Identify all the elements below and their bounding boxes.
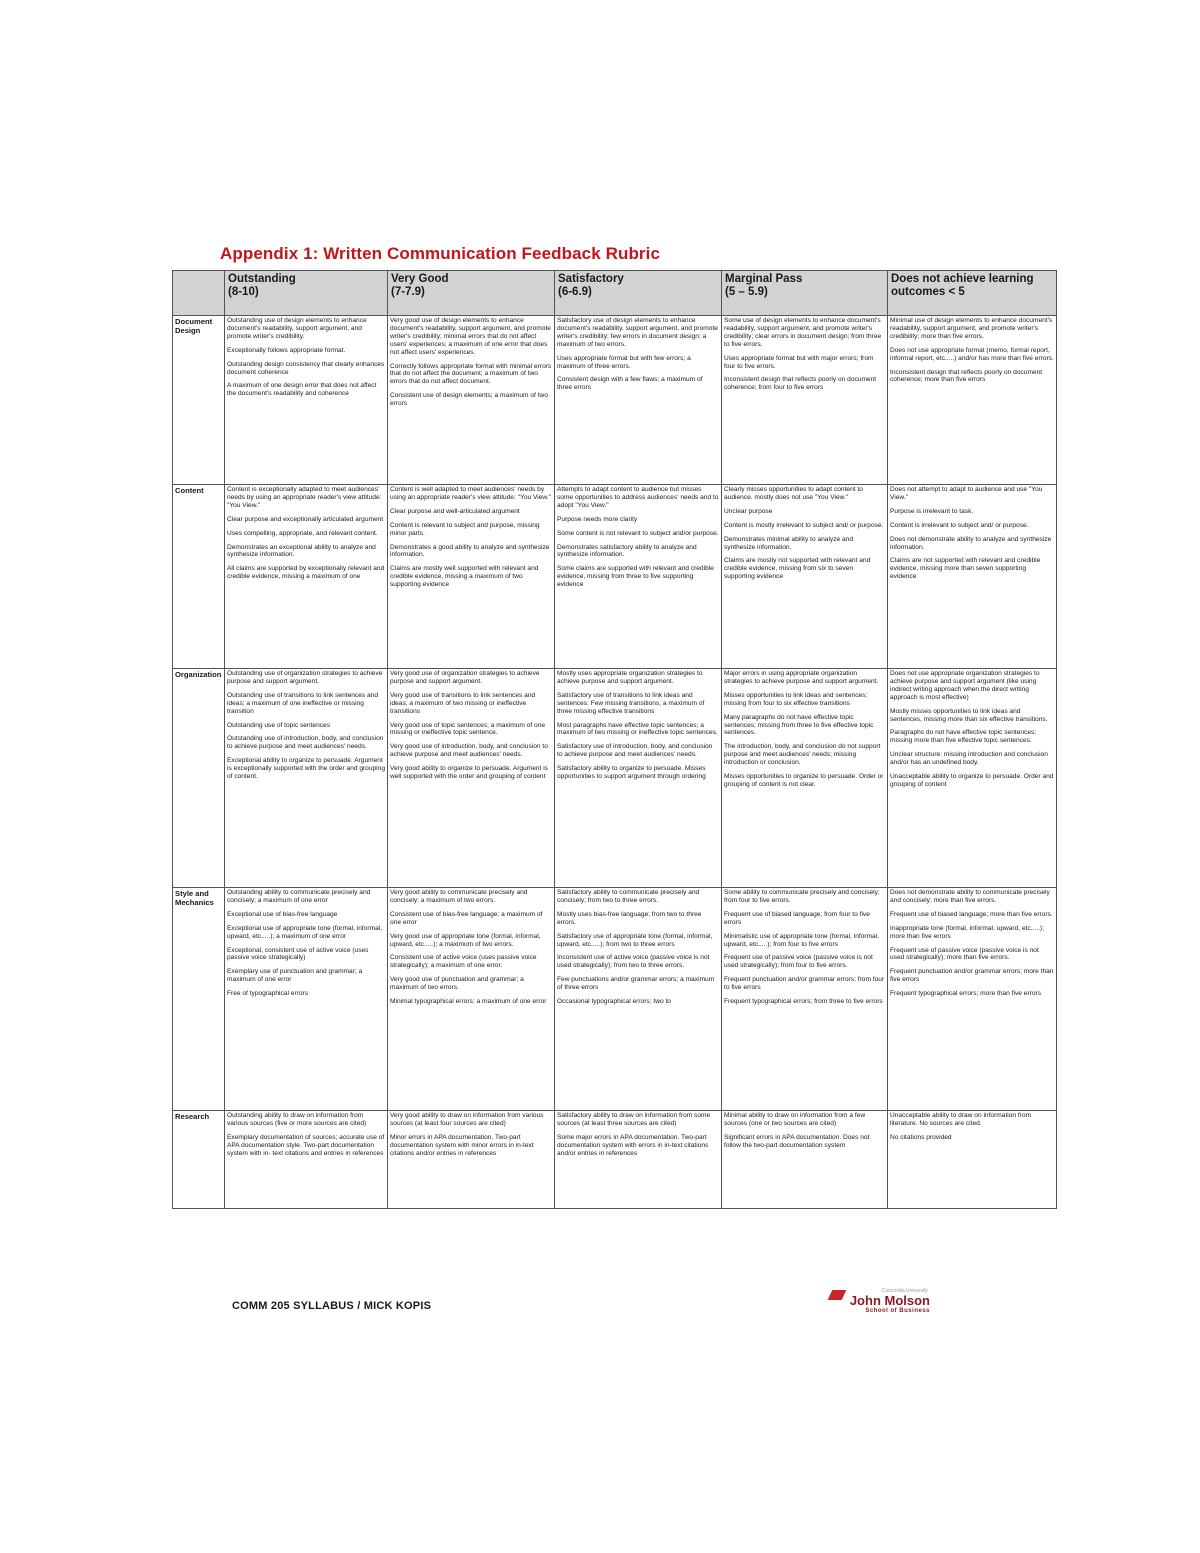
cell-very-good [388,1111,555,1209]
cell-paragraph: Very good use of introduction, body, and conclusion to achieve purpose and meet audiences' needs. [390,743,548,759]
logo-school: School of Business [865,1308,930,1314]
cell-paragraph: Satisfactory ability to organize to persuade. Misses opportunities to support argument through ordering [557,765,706,781]
cell-paragraph: Minimal ability to draw on information from a few sources (one or two sources are cited) [724,1112,866,1127]
cell-paragraph: Content is relevant to subject and purpose, missing minor parts. [390,521,540,537]
cell-paragraph: Frequent use of passive voice (passive voice is not used strategically); from four to five errors. [724,954,873,970]
cell-paragraph: Many paragraphs do not have effective topic sentences; missing from three to five effective topic sentences. [724,713,874,737]
cell-very-good [388,316,555,485]
cell-paragraph: Mostly uses bias-free language; from two to three errors. [557,910,702,926]
cell-paragraph: Exemplary use of punctuation and grammar; a maximum of one error [227,968,363,984]
table-row [173,669,1057,888]
cell-marginal-pass [722,669,888,888]
cell-paragraph: Frequent use of passive voice (passive voice is not used strategically); more than five errors. [890,946,1039,962]
criterion-label: Style and Mechanics [173,888,225,1111]
cell-paragraph: Some use of design elements to enhance document's readability, support argument, and promote writer's credibility; clear errors in document design; from three to five errors. [724,317,882,348]
criterion-label: Content [173,485,225,669]
cell-paragraph: All claims are supported by exceptionally relevant and credible evidence, missing a maximum of one [227,565,385,581]
rubric-table [172,270,1057,1209]
cell-does-not-achieve [888,669,1057,888]
cell-paragraph: No citations provided [890,1133,952,1141]
cell-paragraph: Unacceptable ability to draw on information from literature. No sources are cited. [890,1112,1032,1127]
cell-paragraph: Exceptional use of appropriate tone (formal, informal, upward, etc.....); a maximum of one error [227,924,383,940]
cell-paragraph: Very good use of appropriate tone (formal, informal, upward, etc.....); a maximum of two errors. [390,932,541,948]
cell-paragraph: Very good ability to organize to persuade. Argument is well supported with the order and grouping of content [390,765,548,781]
cell-paragraph: Consistent design with a few flaws; a maximum of three errors [557,376,703,392]
cell-paragraph: Uses appropriate format but with major errors; from four to five errors. [724,354,874,370]
cell-paragraph: Frequent use of biased language; more than five errors. [890,910,1053,918]
cell-does-not-achieve [888,316,1057,485]
cell-satisfactory [555,669,722,888]
cell-paragraph: Does not use appropriate format (memo, formal report, informal report, etc.....) and/or has more than five errors. [890,346,1054,362]
cell-marginal-pass [722,485,888,669]
cell-paragraph: Frequent use of biased language; from four to five errors [724,910,870,926]
logo-name: John Molson [849,1293,930,1308]
table-row [173,1111,1057,1209]
cell-paragraph: Minimal typographical errors; a maximum of one error [390,998,547,1006]
header-satisfactory: Satisfactory (6-6.9) [555,271,722,316]
header-corner [173,271,225,316]
cell-paragraph: Outstanding use of transitions to link sentences and ideas; a maximum of one ineffective or missing transition [227,691,379,715]
cell-does-not-achieve [888,1111,1057,1209]
criterion-label: Document Design [173,316,225,485]
cell-marginal-pass [722,888,888,1111]
cell-paragraph: Very good use of punctuation and grammar; a maximum of two errors. [390,976,524,992]
cell-paragraph: Frequent punctuation and/or grammar errors; more than five errors [890,968,1054,984]
cell-paragraph: Attempts to adapt content to audience but misses some opportunities to address audiences' needs and to adopt "You View." [557,486,719,509]
cell-paragraph: Purpose is irrelevant to task. [890,507,974,515]
cell-paragraph: Minimalistic use of appropriate tone (formal, informal, upward, etc.....); from four to five errors [724,932,880,948]
cell-paragraph: Exceptionally follows appropriate format. [227,346,346,354]
cell-paragraph: Mostly uses appropriate organization strategies to achieve purpose and support argument. [557,670,703,685]
table-row [173,316,1057,485]
table-row [173,485,1057,669]
cell-satisfactory [555,1111,722,1209]
header-row [173,271,1057,316]
cell-paragraph: Consistent use of bias-free language; a maximum of one error [390,910,543,926]
cell-paragraph: Significant errors in APA documentation. Does not follow the two-part documentation system [724,1133,870,1149]
cell-paragraph: Does not demonstrate ability to communicate precisely and concisely; more than five errors. [890,889,1050,904]
cell-paragraph: Demonstrates satisfactory ability to analyze and synthesize information. [557,543,697,559]
cell-very-good [388,669,555,888]
cell-satisfactory [555,316,722,485]
cell-paragraph: Consistent use of design elements; a maximum of two errors [390,392,548,408]
cell-paragraph: Very good use of organization strategies to achieve purpose and support argument. [390,670,540,685]
cell-paragraph: Frequent typographical errors; more than five errors [890,990,1041,998]
cell-paragraph: Exemplary documentation of sources; accurate use of APA documentation style. Two-part documentation system with in- text citations and entries in references [227,1133,385,1157]
criterion-label: Organization [173,669,225,888]
cell-paragraph: Inappropriate tone (formal, informal, upward, etc.....); more than five errors [890,924,1044,940]
cell-paragraph: Few punctuations and/or grammar errors; a maximum of three errors [557,976,715,992]
cell-paragraph: Frequent typographical errors; from three to five errors [724,998,883,1006]
cell-paragraph: Outstanding use of topic sentences [227,721,331,729]
cell-outstanding [225,1111,388,1209]
cell-paragraph: Unclear purpose [724,507,773,515]
cell-satisfactory [555,888,722,1111]
cell-does-not-achieve [888,485,1057,669]
cell-paragraph: Inconsistent use of active voice (passive voice is not used strategically); from two to three errors. [557,954,710,970]
cell-paragraph: Purpose needs more clarity [557,515,638,523]
cell-paragraph: The introduction, body, and conclusion do not support purpose and meet audiences' needs; missing introduction or conclusion. [724,743,881,767]
cell-paragraph: Some content is not relevant to subject and/or purpose. [557,529,719,537]
cell-paragraph: Some major errors in APA documentation. Two-part documentation system with errors in in-text citations and/or entries in references [557,1133,709,1157]
cell-paragraph: Outstanding ability to communicate precisely and concisely; a maximum of one error [227,889,371,904]
cell-paragraph: Satisfactory ability to draw on information from some sources (at least three sources are cited) [557,1112,711,1127]
cell-outstanding [225,669,388,888]
cell-paragraph: Minimal use of design elements to enhance document's readability, support argument, and promote writer's credibility; more than five errors. [890,317,1053,340]
cell-paragraph: Satisfactory ability to communicate precisely and concisely; from two to three errors. [557,889,700,904]
table-row [173,888,1057,1111]
cell-paragraph: Claims are mostly not supported with relevant and credible evidence, missing from six to seven supporting evidence [724,557,871,581]
cell-paragraph: Most paragraphs have effective topic sentences; a maximum of two missing or ineffective topic sentences. [557,721,718,737]
cell-very-good [388,888,555,1111]
cell-paragraph: Satisfactory use of design elements to enhance document's readability, support argument, and promote writer's credibility; few errors in document design; a maximum of two errors. [557,317,718,348]
cell-paragraph: Outstanding ability to draw on information from various sources (five or more sources are cited) [227,1112,367,1127]
cell-paragraph: Clear purpose and well-articulated argument [390,507,520,515]
cell-paragraph: Very good use of design elements to enhance document's readability, support argument, and promote writer's credibility; minimal errors that do not affect users' experiences; a maximum of one error that does not affect users' experiences. [390,317,551,356]
cell-paragraph: Occasional typographical errors; two to [557,998,671,1006]
cell-paragraph: Major errors in using appropriate organization strategies to achieve purpose and support argument. [724,670,879,685]
cell-paragraph: Exceptional, consistent use of active voice (uses passive voice strategically) [227,946,369,962]
cell-does-not-achieve [888,888,1057,1111]
cell-paragraph: Paragraphs do not have effective topic sentences; missing more than five effective topic sentences. [890,729,1037,745]
cell-paragraph: Some claims are supported with relevant and credible evidence, missing from three to five supporting evidence [557,565,714,589]
footer-course: COMM 205 SYLLABUS / MICK KOPIS [232,1300,432,1312]
cell-paragraph: Inconsistent design that reflects poorly on document coherence; more than five errors [890,368,1043,384]
header-marginal-pass: Marginal Pass (5 – 5.9) [722,271,888,316]
criterion-label: Research [173,1111,225,1209]
cell-paragraph: Demonstrates minimal ability to analyze and synthesize information. [724,535,854,551]
cell-paragraph: Demonstrates a good ability to analyze and synthesize information. [390,543,550,559]
cell-paragraph: Misses opportunities to organize to persuade. Order or grouping of content is not clear. [724,773,884,788]
cell-paragraph: Clearly misses opportunities to adapt content to audience. mostly does not use "You View." [724,486,863,501]
cell-paragraph: Frequent punctuation and/or grammar errors; from four to five errors [724,976,885,992]
cell-paragraph: Claims are not supported with relevant and credible evidence, missing more than seven supporting evidence [890,557,1041,581]
cell-marginal-pass [722,316,888,485]
cell-paragraph: Outstanding design consistency that clearly enhances document coherence [227,360,385,376]
cell-paragraph: Content is irrelevant to subject and/ or purpose. [890,521,1029,529]
cell-paragraph: Very good ability to draw on information from various sources (at least four sources are cited) [390,1112,544,1127]
header-very-good: Very Good (7-7.9) [388,271,555,316]
cell-outstanding [225,485,388,669]
cell-paragraph: Inconsistent design that reflects poorly on document coherence; from four to five errors [724,376,877,392]
cell-paragraph: Outstanding use of introduction, body, and conclusion to achieve purpose and meet audiences' needs. [227,735,384,751]
cell-marginal-pass [722,1111,888,1209]
cell-paragraph: Content is exceptionally adapted to meet audiences' needs by using an appropriate reader's view attitude: "You View." [227,486,382,509]
cell-paragraph: Satisfactory use of appropriate tone (formal, informal, upward, etc.....); from two to three errors [557,932,713,948]
cell-paragraph: Uses appropriate format but with few errors; a maximum of three errors. [557,354,691,370]
page-title: Appendix 1: Written Communication Feedback Rubric [220,244,661,263]
cell-paragraph: Uses compelling, appropriate, and relevant content. [227,529,378,537]
cell-paragraph: Some ability to communicate precisely and concisely; from four to five errors. [724,889,880,904]
cell-paragraph: Very good use of topic sentences; a maximum of one missing or ineffective topic sentence. [390,721,546,737]
header-outstanding: Outstanding (8-10) [225,271,388,316]
cell-paragraph: Unacceptable ability to organize to persuade. Order and grouping of content [890,773,1054,788]
cell-outstanding [225,316,388,485]
cell-satisfactory [555,485,722,669]
cell-paragraph: Content is well adapted to meet audiences' needs by using an appropriate reader's view attitude: "You View." [390,486,551,501]
cell-paragraph: Very good ability to communicate precisely and concisely; a maximum of two errors. [390,889,528,904]
cell-paragraph: Mostly misses opportunities to link ideas and sentences, missing more than six effective transitions. [890,707,1048,723]
cell-paragraph: Outstanding use of design elements to enhance document's readability, support argument, and promote writer's credibility. [227,317,367,340]
cell-paragraph: Outstanding use of organization strategies to achieve purpose and support argument. [227,670,383,685]
cell-paragraph: Correctly follows appropriate format with minimal errors that do not affect the document; a maximum of two errors that do not affect document. [390,362,552,386]
cell-paragraph: Minor errors in APA documentation. Two-part documentation system with minor errors in in-text citations and/or entries in references [390,1133,534,1157]
header-does-not-achieve: Does not achieve learning outcomes < 5 [888,271,1057,316]
cell-paragraph: Consistent use of active voice (uses passive voice strategically); a maximum of one error. [390,954,537,970]
cell-very-good [388,485,555,669]
cell-paragraph: Does not attempt to adapt to audience and use "You View." [890,486,1043,501]
cell-paragraph: Does not demonstrate ability to analyze and synthesize information. [890,535,1052,551]
cell-paragraph: Claims are mostly well supported with relevant and credible evidence, missing a maximum of two supporting evidence [390,565,539,589]
cell-paragraph: Free of typographical errors [227,990,308,998]
cell-paragraph: Satisfactory use of introduction, body, and conclusion to achieve purpose and meet audiences' needs. [557,743,713,759]
cell-paragraph: Content is mostly irrelevant to subject and/ or purpose. [724,521,884,529]
cell-paragraph: Satisfactory use of transitions to link ideas and sentences. Few missing transitions; a maximum of three missing effective transitions [557,691,705,715]
cell-paragraph: Exceptional use of bias-free language [227,910,338,918]
cell-paragraph: Demonstrates an exceptional ability to analyze and synthesize information. [227,543,376,559]
cell-paragraph: Does not use appropriate organization strategies to achieve purpose and support argument (like using indirect writing approach when the direct writing approach is most effective) [890,670,1040,701]
cell-paragraph: Clear purpose and exceptionally articulated argument [227,515,384,523]
cell-paragraph: Very good use of transitions to link sentences and ideas; a maximum of two missing or ineffective transitions [390,691,536,715]
cell-outstanding [225,888,388,1111]
cell-paragraph: Unclear structure: missing introduction and conclusion and/or has an undefined body. [890,751,1048,767]
cell-paragraph: A maximum of one design error that does not affect the document's readability and coherence [227,382,377,398]
cell-paragraph: Misses opportunities to link ideas and sentences; missing from four to six effective transitions [724,691,868,707]
school-logo [830,1288,930,1324]
cell-paragraph: Exceptional ability to organize to persuade. Argument is exceptionally supported with the order and grouping of content. [227,757,385,781]
logo-university: Concordia University [881,1288,928,1294]
